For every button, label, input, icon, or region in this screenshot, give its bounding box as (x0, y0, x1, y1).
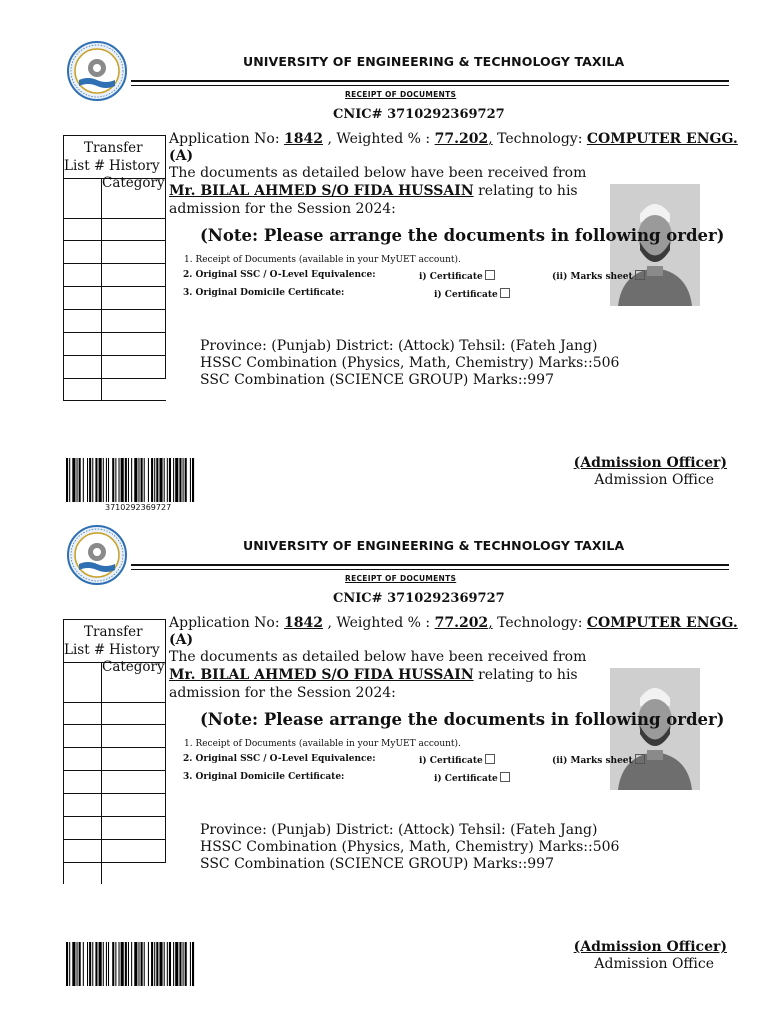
checkbox-icon (635, 270, 645, 280)
header-rule-thin (131, 569, 729, 570)
barcode-bar (83, 942, 84, 986)
province-line: Province: (Punjab) District: (Attock) Tehsil: (Fateh Jang) (200, 338, 598, 354)
arrangement-note: (Note: Please arrange the documents in following order) (200, 226, 725, 245)
doc-item-2: 2. Original SSC / O-Level Equivalence: (183, 270, 376, 280)
barcode-bar (92, 942, 93, 986)
doc-item-1: 1. Receipt of Documents (available in your MyUET account). (184, 255, 461, 265)
received-line: The documents as detailed below have been received from (169, 165, 587, 181)
university-seal-icon (66, 40, 128, 102)
barcode-bar (156, 942, 158, 986)
barcode-bar (154, 942, 155, 986)
barcode-bar (108, 942, 109, 986)
transfer-col-list: List # (64, 642, 106, 658)
transfer-table-header (63, 135, 166, 179)
transfer-col-list: List # (64, 158, 106, 174)
barcode-bar (183, 942, 184, 986)
doc-item-2: 2. Original SSC / O-Level Equivalence: (183, 754, 376, 764)
transfer-col-history: History (109, 158, 160, 174)
student-photo (610, 184, 700, 306)
barcode-bar (87, 942, 88, 986)
cnic-number: CNIC# 3710292369727 (333, 107, 505, 122)
document-title: RECEIPT OF DOCUMENTS (345, 90, 457, 99)
technology-suffix: (A) (169, 632, 194, 648)
admission-officer-label: (Admission Officer) (573, 939, 727, 955)
barcode-bar (164, 942, 165, 986)
technology-suffix: (A) (169, 148, 194, 164)
barcode-bar (115, 942, 116, 986)
university-name: UNIVERSITY OF ENGINEERING & TECHNOLOGY TAXILA (243, 538, 625, 553)
session-line: admission for the Session 2024: (169, 201, 396, 217)
barcode-bar (77, 942, 78, 986)
checkbox-icon (500, 288, 510, 298)
university-name: UNIVERSITY OF ENGINEERING & TECHNOLOGY TAXILA (243, 54, 625, 69)
barcode-bar (190, 942, 191, 986)
barcode-bar (121, 942, 124, 986)
student-name: Mr. BILAL AHMED S/O FIDA HUSSAIN (169, 667, 474, 683)
transfer-col-history: History (109, 642, 160, 658)
university-seal-icon (66, 524, 128, 586)
barcode-bar (134, 942, 137, 986)
barcode (66, 942, 220, 986)
barcode-bar (173, 942, 174, 986)
barcode-bar (66, 942, 68, 986)
arrangement-note: (Note: Please arrange the documents in following order) (200, 710, 725, 729)
doc-item-2-marks: (ii) Marks sheet (552, 270, 645, 282)
admission-office-label: Admission Office (594, 956, 714, 972)
header-rule-thick (131, 80, 729, 82)
weighted-percentage: 77.202 (434, 615, 489, 631)
barcode-bar (151, 942, 153, 986)
barcode-bar (141, 942, 143, 986)
header-rule-thin (131, 85, 729, 86)
barcode-bar (106, 942, 107, 986)
received-line: The documents as detailed below have been received from (169, 649, 587, 665)
transfer-col-category: Category (102, 659, 165, 675)
transfer-table-body (63, 178, 166, 400)
barcode-bar (119, 942, 120, 986)
technology: COMPUTER ENGG. (586, 615, 738, 631)
barcode-bar (167, 942, 168, 986)
barcode-bar (72, 942, 75, 986)
barcode-bar (95, 942, 97, 986)
barcode-bar (148, 942, 149, 986)
header-rule-thick (131, 564, 729, 566)
doc-item-1: 1. Receipt of Documents (available in your MyUET account). (184, 739, 461, 749)
student-line: Mr. BILAL AHMED S/O FIDA HUSSAIN relating to his (169, 667, 578, 683)
hssc-line: HSSC Combination (Physics, Math, Chemistry) Marks::506 (200, 839, 620, 855)
barcode-bar (159, 942, 162, 986)
admission-office-label: Admission Office (594, 472, 714, 488)
doc-item-2-certificate: i) Certificate (419, 270, 495, 282)
transfer-title: Transfer (84, 140, 143, 156)
ssc-line: SSC Combination (SCIENCE GROUP) Marks::997 (200, 856, 554, 872)
doc-item-2-certificate: i) Certificate (419, 754, 495, 766)
doc-item-3: 3. Original Domicile Certificate: (183, 288, 345, 298)
barcode-bar (128, 942, 129, 986)
transfer-title: Transfer (84, 624, 143, 640)
checkbox-icon (500, 772, 510, 782)
weighted-percentage: 77.202 (434, 131, 489, 147)
barcode-bar (125, 942, 127, 986)
application-number: 1842 (284, 131, 323, 147)
technology: COMPUTER ENGG. (586, 131, 738, 147)
transfer-col-category: Category (102, 175, 165, 191)
transfer-table-header (63, 619, 166, 663)
doc-item-2-marks: (ii) Marks sheet (552, 754, 645, 766)
doc-item-3-certificate: i) Certificate (434, 772, 510, 784)
checkbox-icon (635, 754, 645, 764)
application-number: 1842 (284, 615, 323, 631)
barcode-bar (169, 942, 171, 986)
barcode-bar (131, 942, 132, 986)
admission-officer-label: (Admission Officer) (573, 455, 727, 471)
province-line: Province: (Punjab) District: (Attock) Tehsil: (Fateh Jang) (200, 822, 598, 838)
application-line: Application No: 1842 , Weighted % : 77.202, Technology: COMPUTER ENGG. (169, 131, 738, 147)
checkbox-icon (485, 270, 495, 280)
barcode-bar (138, 942, 139, 986)
student-photo (610, 668, 700, 790)
application-line: Application No: 1842 , Weighted % : 77.202, Technology: COMPUTER ENGG. (169, 615, 738, 631)
barcode-bar (103, 942, 104, 986)
receipt-copy-1 (0, 0, 768, 488)
barcode-bar (112, 942, 114, 986)
transfer-table-body (63, 662, 166, 884)
student-name: Mr. BILAL AHMED S/O FIDA HUSSAIN (169, 183, 474, 199)
document-title: RECEIPT OF DOCUMENTS (345, 574, 457, 583)
doc-item-3-certificate: i) Certificate (434, 288, 510, 300)
barcode-bar (89, 942, 91, 986)
barcode-bar (179, 942, 181, 986)
barcode-bar (79, 942, 81, 986)
hssc-line: HSSC Combination (Physics, Math, Chemistry) Marks::506 (200, 355, 620, 371)
barcode-bar (69, 942, 70, 986)
barcode-bar (99, 942, 102, 986)
barcode-number: 3710292369727 (105, 503, 172, 512)
cnic-number: CNIC# 3710292369727 (333, 591, 505, 606)
barcode-bar (185, 942, 187, 986)
student-line: Mr. BILAL AHMED S/O FIDA HUSSAIN relating to his (169, 183, 578, 199)
receipt-copy-2 (0, 484, 768, 972)
ssc-line: SSC Combination (SCIENCE GROUP) Marks::997 (200, 372, 554, 388)
checkbox-icon (485, 754, 495, 764)
barcode-bar (192, 942, 194, 986)
barcode-bar (175, 942, 178, 986)
barcode-bar (144, 942, 145, 986)
doc-item-3: 3. Original Domicile Certificate: (183, 772, 345, 782)
session-line: admission for the Session 2024: (169, 685, 396, 701)
